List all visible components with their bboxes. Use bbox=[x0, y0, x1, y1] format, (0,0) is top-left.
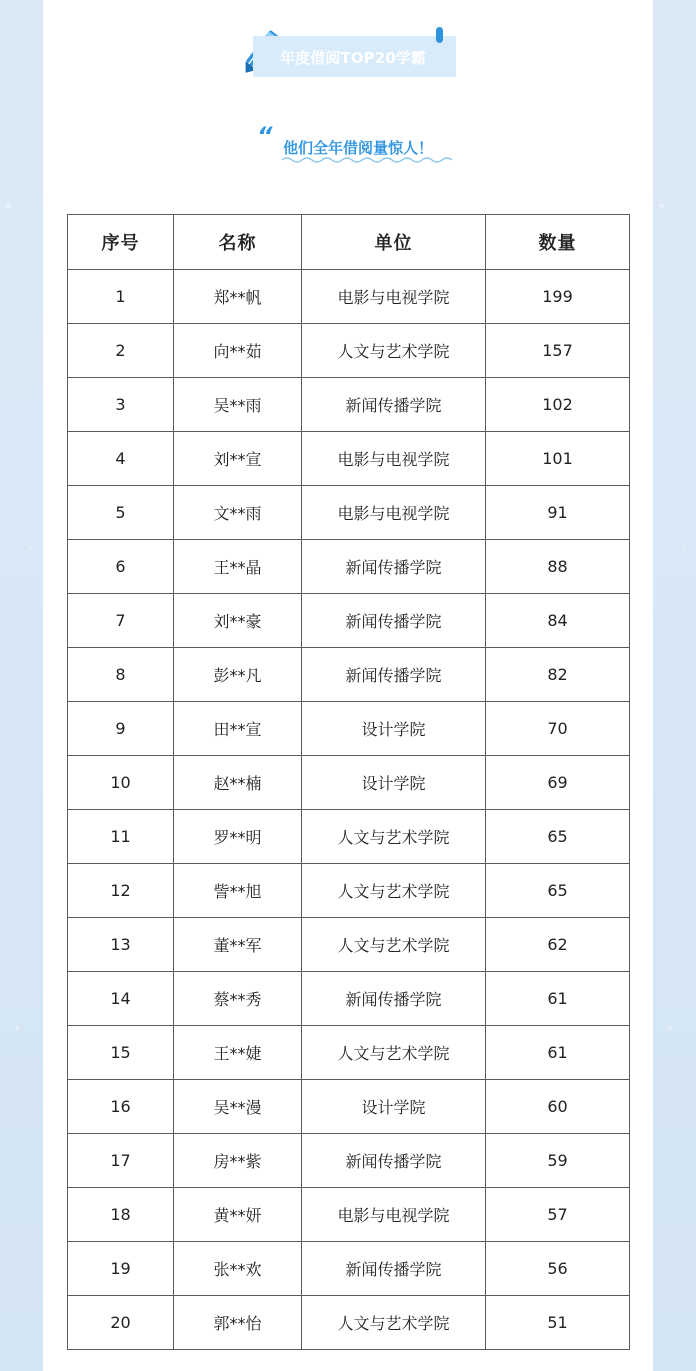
rank-cell: 9 bbox=[68, 702, 174, 756]
table-row bbox=[68, 972, 630, 1026]
name-cell: 吴**漫 bbox=[174, 1080, 302, 1134]
column-header-unit: 单位 bbox=[302, 215, 486, 270]
table-row bbox=[68, 918, 630, 972]
rank-cell: 4 bbox=[68, 432, 174, 486]
count-cell: 84 bbox=[486, 594, 630, 648]
unit-cell: 新闻传播学院 bbox=[302, 648, 486, 702]
table-row bbox=[68, 1134, 630, 1188]
unit-cell: 设计学院 bbox=[302, 702, 486, 756]
name-cell: 董**军 bbox=[174, 918, 302, 972]
rank-cell: 6 bbox=[68, 540, 174, 594]
table-row bbox=[68, 324, 630, 378]
unit-cell: 设计学院 bbox=[302, 756, 486, 810]
rank-cell: 15 bbox=[68, 1026, 174, 1080]
unit-cell: 电影与电视学院 bbox=[302, 486, 486, 540]
unit-cell: 新闻传播学院 bbox=[302, 972, 486, 1026]
name-cell: 罗**明 bbox=[174, 810, 302, 864]
count-cell: 69 bbox=[486, 756, 630, 810]
count-cell: 70 bbox=[486, 702, 630, 756]
rank-cell: 5 bbox=[68, 486, 174, 540]
unit-cell: 新闻传播学院 bbox=[302, 1242, 486, 1296]
name-cell: 张**欢 bbox=[174, 1242, 302, 1296]
name-cell: 吴**雨 bbox=[174, 378, 302, 432]
table-row bbox=[68, 810, 630, 864]
name-cell: 向**茹 bbox=[174, 324, 302, 378]
count-cell: 65 bbox=[486, 810, 630, 864]
name-cell: 郑**帆 bbox=[174, 270, 302, 324]
table-row bbox=[68, 540, 630, 594]
unit-cell: 人文与艺术学院 bbox=[302, 1296, 486, 1350]
rank-cell: 20 bbox=[68, 1296, 174, 1350]
rank-cell: 1 bbox=[68, 270, 174, 324]
rank-cell: 14 bbox=[68, 972, 174, 1026]
section-title: 年度借阅TOP20学霸 bbox=[280, 49, 426, 67]
table-row bbox=[68, 378, 630, 432]
rank-cell: 8 bbox=[68, 648, 174, 702]
table-row bbox=[68, 270, 630, 324]
table-row bbox=[68, 756, 630, 810]
column-header-rank: 序号 bbox=[68, 215, 174, 270]
name-cell: 蔡**秀 bbox=[174, 972, 302, 1026]
name-cell: 刘**宣 bbox=[174, 432, 302, 486]
table-row bbox=[68, 594, 630, 648]
count-cell: 91 bbox=[486, 486, 630, 540]
count-cell: 102 bbox=[486, 378, 630, 432]
rank-cell: 11 bbox=[68, 810, 174, 864]
section-subtitle: 他们全年借阅量惊人！ bbox=[283, 139, 434, 157]
count-cell: 157 bbox=[486, 324, 630, 378]
table-row bbox=[68, 648, 630, 702]
name-cell: 彭**凡 bbox=[174, 648, 302, 702]
rank-cell: 10 bbox=[68, 756, 174, 810]
right-textured-margin bbox=[653, 0, 696, 1371]
name-cell: 房**紫 bbox=[174, 1134, 302, 1188]
column-header-name: 名称 bbox=[174, 215, 302, 270]
table-row bbox=[68, 702, 630, 756]
rank-cell: 16 bbox=[68, 1080, 174, 1134]
rank-cell: 7 bbox=[68, 594, 174, 648]
unit-cell: 新闻传播学院 bbox=[302, 594, 486, 648]
title-corner-accent bbox=[436, 27, 443, 43]
rank-cell: 19 bbox=[68, 1242, 174, 1296]
count-cell: 60 bbox=[486, 1080, 630, 1134]
borrowing-ranking-table-wrap bbox=[67, 214, 629, 1345]
unit-cell: 人文与艺术学院 bbox=[302, 810, 486, 864]
rank-cell: 17 bbox=[68, 1134, 174, 1188]
count-cell: 101 bbox=[486, 432, 630, 486]
column-header-count: 数量 bbox=[486, 215, 630, 270]
count-cell: 56 bbox=[486, 1242, 630, 1296]
count-cell: 62 bbox=[486, 918, 630, 972]
table-row bbox=[68, 1296, 630, 1350]
name-cell: 黄**妍 bbox=[174, 1188, 302, 1242]
name-cell: 訾**旭 bbox=[174, 864, 302, 918]
name-cell: 文**雨 bbox=[174, 486, 302, 540]
unit-cell: 设计学院 bbox=[302, 1080, 486, 1134]
count-cell: 61 bbox=[486, 972, 630, 1026]
name-cell: 刘**豪 bbox=[174, 594, 302, 648]
unit-cell: 人文与艺术学院 bbox=[302, 324, 486, 378]
unit-cell: 新闻传播学院 bbox=[302, 1134, 486, 1188]
name-cell: 王**婕 bbox=[174, 1026, 302, 1080]
rank-cell: 2 bbox=[68, 324, 174, 378]
unit-cell: 电影与电视学院 bbox=[302, 1188, 486, 1242]
name-cell: 王**晶 bbox=[174, 540, 302, 594]
unit-cell: 人文与艺术学院 bbox=[302, 864, 486, 918]
table-row bbox=[68, 1242, 630, 1296]
left-textured-margin bbox=[0, 0, 43, 1371]
unit-cell: 电影与电视学院 bbox=[302, 270, 486, 324]
rank-cell: 12 bbox=[68, 864, 174, 918]
name-cell: 田**宣 bbox=[174, 702, 302, 756]
quote-icon: “ bbox=[257, 122, 273, 150]
unit-cell: 人文与艺术学院 bbox=[302, 918, 486, 972]
unit-cell: 新闻传播学院 bbox=[302, 378, 486, 432]
unit-cell: 电影与电视学院 bbox=[302, 432, 486, 486]
count-cell: 82 bbox=[486, 648, 630, 702]
count-cell: 88 bbox=[486, 540, 630, 594]
count-cell: 59 bbox=[486, 1134, 630, 1188]
borrowing-ranking-table bbox=[67, 214, 630, 1350]
unit-cell: 人文与艺术学院 bbox=[302, 1026, 486, 1080]
wave-underline-icon bbox=[282, 156, 454, 164]
table-row bbox=[68, 432, 630, 486]
name-cell: 赵**楠 bbox=[174, 756, 302, 810]
count-cell: 199 bbox=[486, 270, 630, 324]
count-cell: 57 bbox=[486, 1188, 630, 1242]
count-cell: 65 bbox=[486, 864, 630, 918]
rank-cell: 18 bbox=[68, 1188, 174, 1242]
table-row bbox=[68, 1026, 630, 1080]
name-cell: 郭**怡 bbox=[174, 1296, 302, 1350]
table-row bbox=[68, 1188, 630, 1242]
rank-cell: 13 bbox=[68, 918, 174, 972]
table-row bbox=[68, 1080, 630, 1134]
table-header-row bbox=[68, 215, 630, 270]
rank-cell: 3 bbox=[68, 378, 174, 432]
count-cell: 61 bbox=[486, 1026, 630, 1080]
unit-cell: 新闻传播学院 bbox=[302, 540, 486, 594]
count-cell: 51 bbox=[486, 1296, 630, 1350]
table-row bbox=[68, 486, 630, 540]
table-row bbox=[68, 864, 630, 918]
section-title-banner bbox=[236, 27, 464, 79]
